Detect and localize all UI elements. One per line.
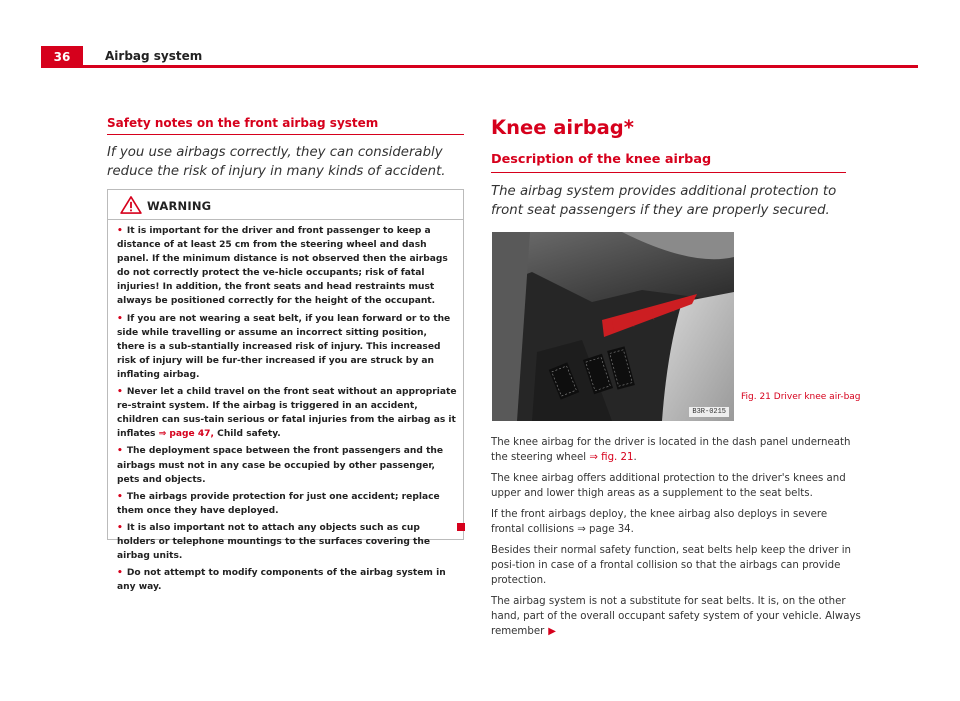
knee-airbag-intro: The airbag system provides additional protection to front seat passengers if they are properly secured. bbox=[491, 184, 837, 218]
warning-item: • It is also important not to attach any objects such as cup holders or telephone mountings to the surfaces covering the airbag units. bbox=[117, 522, 431, 562]
bullet-icon: • bbox=[117, 446, 123, 457]
bullet-icon: • bbox=[117, 491, 123, 502]
bullet-icon: • bbox=[117, 568, 123, 579]
page-header bbox=[41, 46, 918, 68]
bullet-icon: • bbox=[117, 226, 123, 236]
paragraph: Besides their normal safety function, seat belts help keep the driver in posi-tion in case of a frontal collision so that the airbags can provide protection. bbox=[491, 545, 851, 586]
knee-airbag-subheading: Description of the knee airbag bbox=[491, 152, 846, 173]
section-end-icon bbox=[457, 523, 465, 531]
paragraph: The knee airbag offers additional protection to the driver's knees and upper and lower thigh areas as a supplement to the seat belts. bbox=[491, 473, 846, 499]
warning-item: • Do not attempt to modify components of the airbag system in any way. bbox=[117, 568, 446, 593]
warning-header bbox=[108, 190, 463, 220]
knee-airbag-figure bbox=[492, 232, 734, 421]
bullet-icon: • bbox=[117, 522, 123, 533]
warning-item: • The airbags provide protection for just one accident; replace them once they have deployed. bbox=[117, 491, 440, 516]
continue-arrow-icon: ▶ bbox=[548, 625, 556, 637]
section-heading: Safety notes on the front airbag system bbox=[107, 116, 464, 135]
warning-box bbox=[107, 189, 464, 593]
warning-item: • Never let a child travel on the front seat without an appropriate re-straint system. If the airbag is triggered in an accident, children can sus-tain serious or fatal injuries from the airbag as it inflates ⇒ page 47, Child safety. bbox=[117, 387, 457, 440]
knee-airbag-heading: Knee airbag* bbox=[491, 116, 634, 139]
knee-airbag-illustration bbox=[492, 232, 734, 421]
paragraph: If the front airbags deploy, the knee airbag also deploys in severe frontal collisions ⇒ page 34. bbox=[491, 509, 828, 535]
section-intro: If you use airbags correctly, they can considerably reduce the risk of injury in many kinds of accident. bbox=[107, 145, 446, 179]
figure-code: B3R-0215 bbox=[689, 407, 729, 417]
warning-body bbox=[117, 224, 457, 597]
warning-item: • If you are not wearing a seat belt, if you lean forward or to the side while travelling or assume an incorrect sitting position, there is a sub-stantially increased risk of injury. This increased risk of injury will be fur-ther increased if you are struck by an inflating airbag. bbox=[117, 313, 451, 380]
figure-caption: Fig. 21 Driver knee air-bag bbox=[741, 392, 861, 402]
warning-item: • It is important for the driver and front passenger to keep a distance of at least 25 cm from the steering wheel and dash panel. If the minimum distance is not observed then the airbags do not correctly protect the ve-hicle occupants; risk of fatal injuries! In addition, the front seats and head restraints must always be positioned correctly for the height of the occupant. bbox=[117, 226, 448, 307]
bullet-icon: • bbox=[117, 387, 123, 398]
warning-triangle-icon bbox=[119, 196, 143, 214]
knee-airbag-body bbox=[491, 436, 861, 646]
page-47-link[interactable]: ⇒ page 47, bbox=[158, 429, 214, 440]
paragraph: The knee airbag for the driver is located in the dash panel underneath the steering wheel ⇒ fig. 21. bbox=[491, 437, 851, 463]
warning-item: • The deployment space between the front passengers and the airbags must not in any case be occupied by other passenger, pets and objects. bbox=[117, 446, 444, 485]
header-title: Airbag system bbox=[105, 49, 203, 63]
fig-21-link[interactable]: ⇒ fig. 21 bbox=[589, 451, 634, 463]
left-column bbox=[107, 116, 464, 181]
page-number: 36 bbox=[41, 46, 83, 68]
bullet-icon: • bbox=[117, 313, 123, 324]
paragraph: The airbag system is not a substitute for seat belts. It is, on the other hand, part of the overall occupant safety system of your vehicle. Always remember ▶ bbox=[491, 596, 861, 637]
header-rule bbox=[41, 65, 918, 68]
warning-label: WARNING bbox=[147, 199, 212, 213]
right-column bbox=[491, 116, 848, 220]
